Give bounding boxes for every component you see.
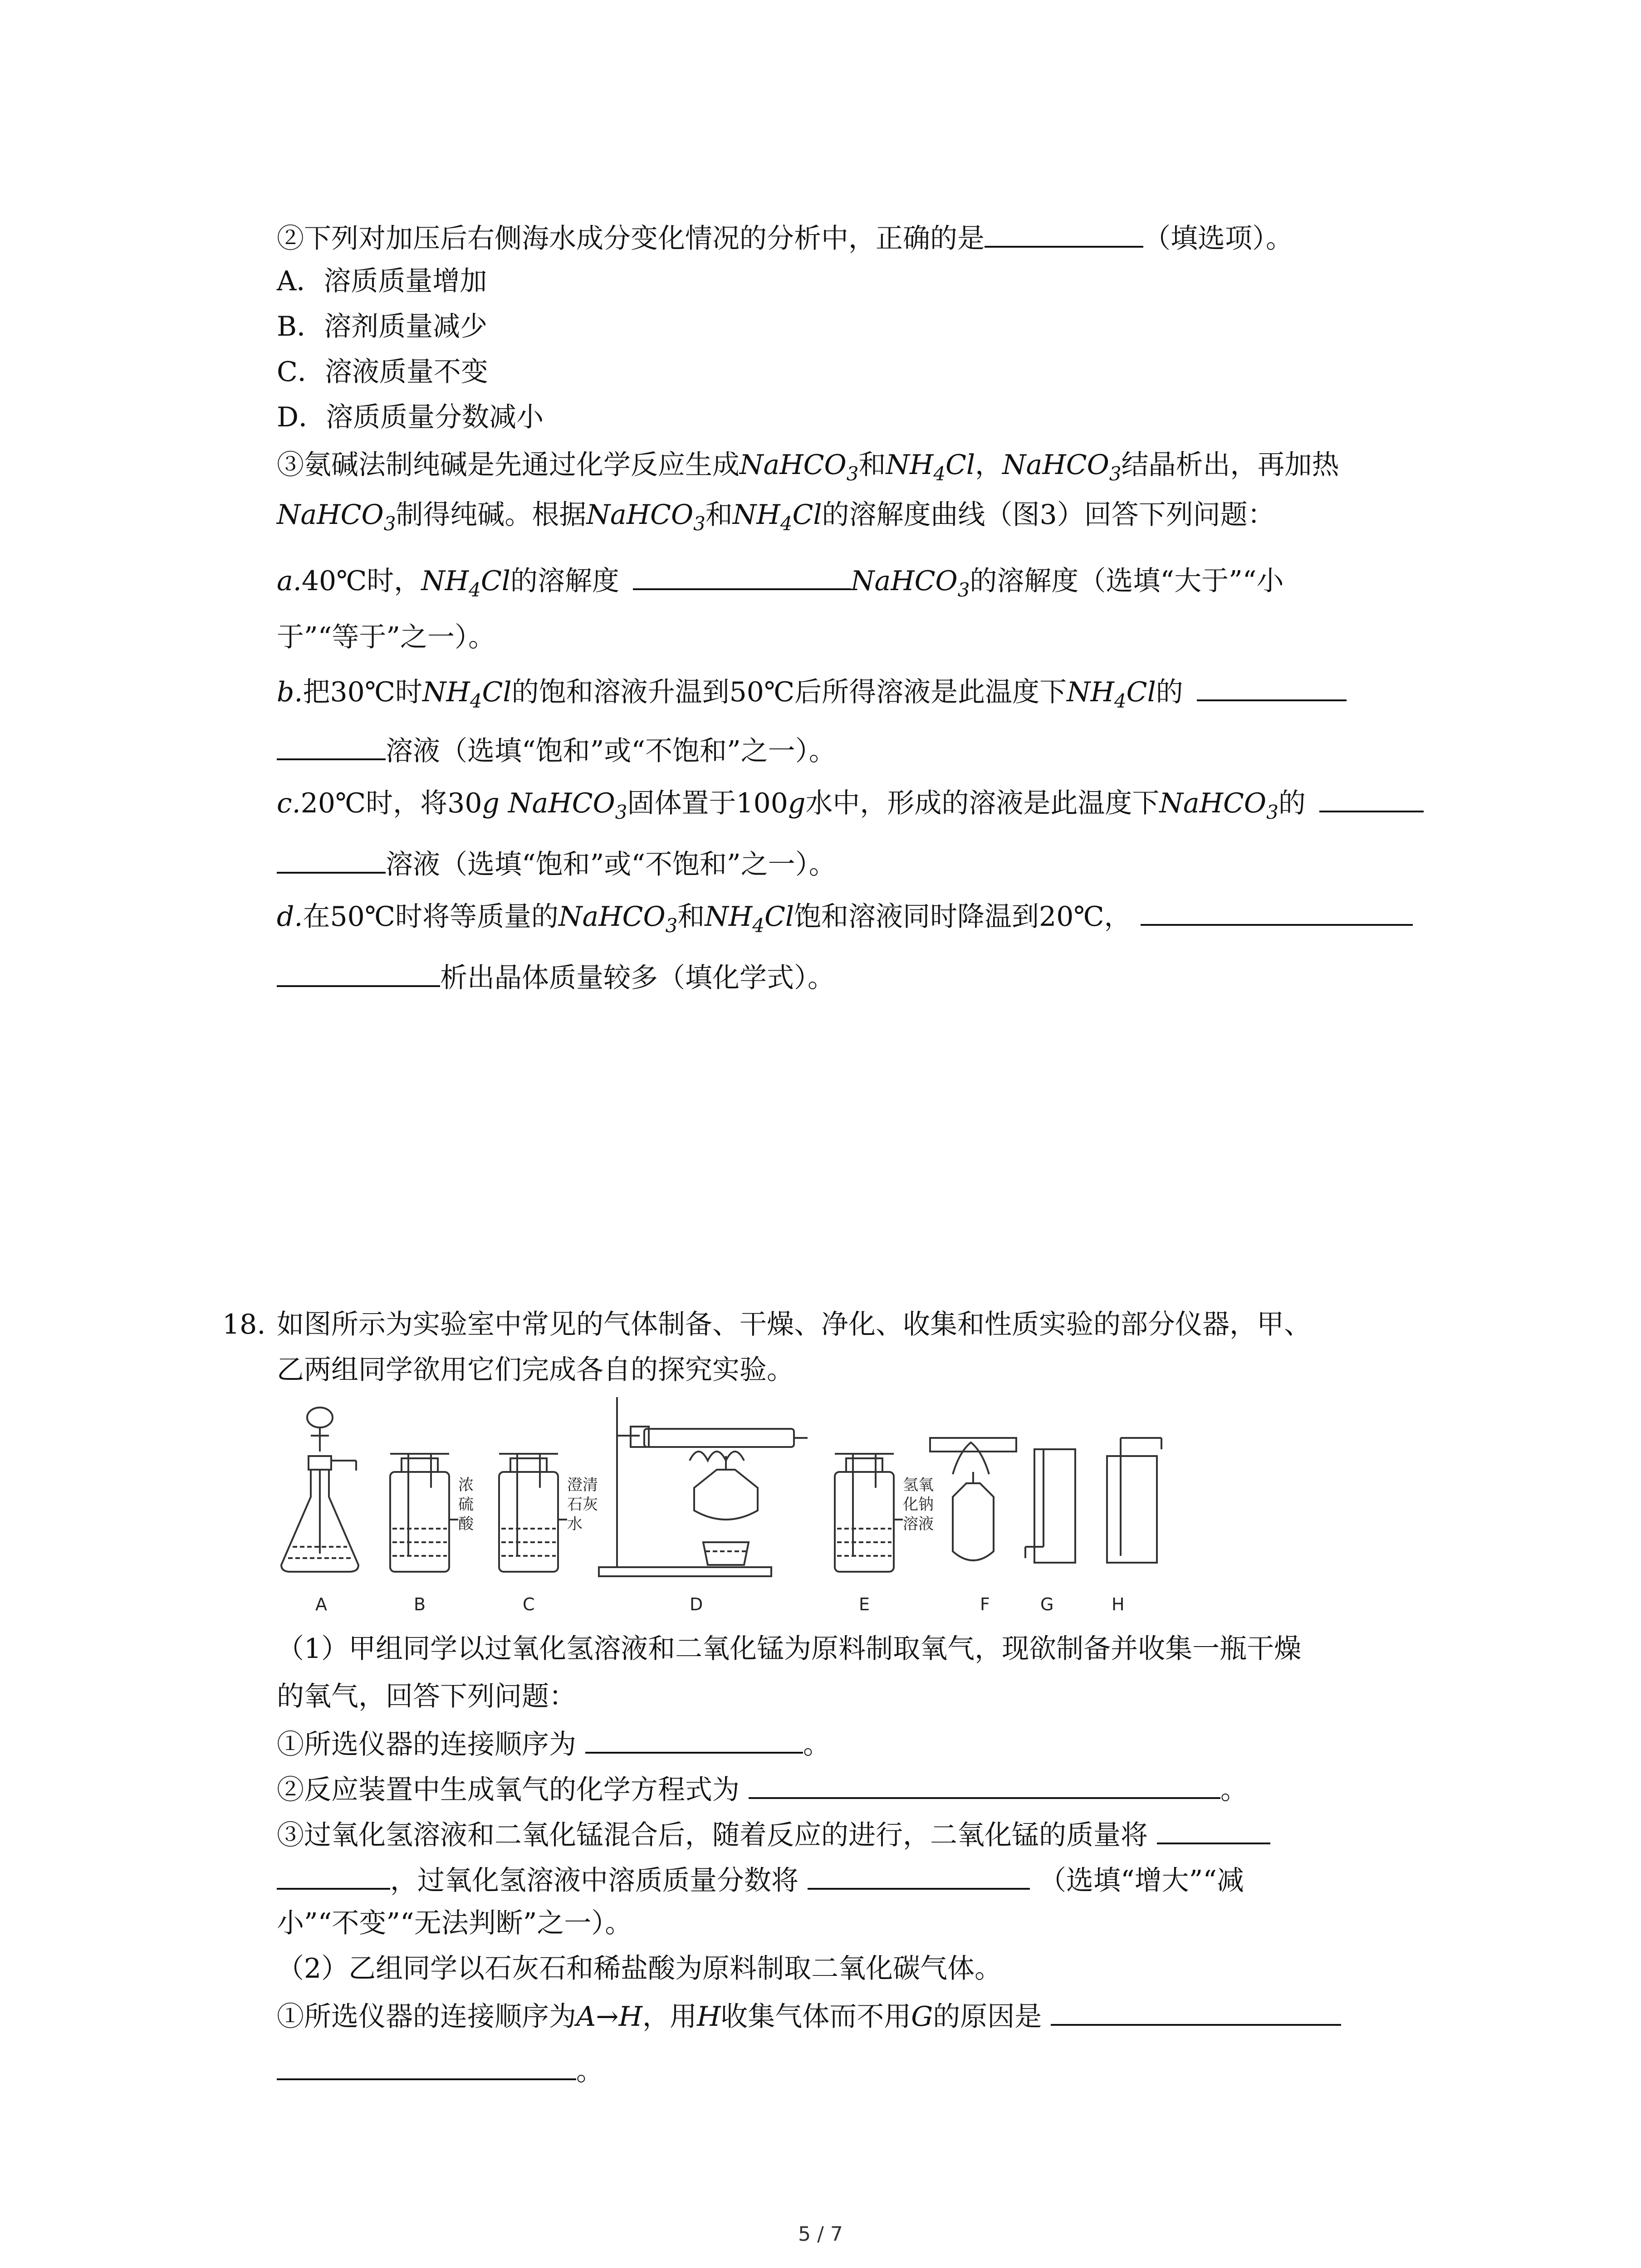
unit-g: g bbox=[788, 787, 806, 819]
answer-blank-qb-1[interactable] bbox=[1197, 671, 1347, 701]
answer-blank-qb-2[interactable] bbox=[277, 730, 386, 760]
q18-part1-line-1: （1）甲组同学以过氧化氢溶液和二氧化锰为原料制取氧气，现欲制备并收集一瓶干燥 bbox=[277, 1633, 1302, 1665]
q18-p1-q3-line-2 bbox=[277, 1860, 1244, 1899]
label-c: C bbox=[523, 1594, 535, 1614]
formula-nahco3: NaHCO$_3$ bbox=[558, 901, 678, 937]
q18-p1-q2 bbox=[277, 1769, 1248, 1808]
qc-text-3: 水中，形成的溶液是此温度下 bbox=[805, 787, 1160, 819]
formula-nahco3: NaHCO$_3$ bbox=[1002, 449, 1122, 485]
label-f: F bbox=[980, 1594, 990, 1614]
answer-blank-qd-2[interactable] bbox=[277, 957, 440, 987]
qa-text-3: 的溶解度（选填“大于”“小 bbox=[970, 565, 1284, 597]
qd-text-3: 析出晶体质量较多（填化学式）。 bbox=[440, 962, 835, 994]
q18-p2-q1-line-1 bbox=[277, 1996, 1341, 2035]
label-e: E bbox=[859, 1594, 870, 1614]
q3-text-2: 结晶析出，再加热 bbox=[1121, 449, 1339, 481]
q3-text-3: 制得纯碱。根据 bbox=[396, 499, 587, 531]
p2-q1-end: 。 bbox=[576, 2055, 603, 2087]
label-d: D bbox=[690, 1594, 703, 1614]
qb-text-4: 溶液（选填“饱和”或“不饱和”之一）。 bbox=[386, 735, 836, 767]
reagent-c-3: 水 bbox=[567, 1515, 583, 1533]
qa-label: a. bbox=[277, 565, 302, 597]
formula-nahco3: NaHCO$_3$ bbox=[850, 565, 970, 601]
qb-text-3: 的 bbox=[1156, 676, 1183, 708]
label-h: H bbox=[1112, 1594, 1125, 1614]
p1-q1-end: 。 bbox=[803, 1729, 830, 1760]
apparatus-diagram bbox=[272, 1393, 1180, 1628]
formula-nh4cl: $NH_4Cl$ bbox=[705, 901, 794, 937]
q3-text-4: 的溶解度曲线（图3）回答下列问题： bbox=[822, 499, 1275, 531]
letter-h: H bbox=[618, 2001, 642, 2033]
option-c: C．溶液质量不变 bbox=[277, 356, 488, 388]
qd-text-2: 饱和溶液同时降温到20℃， bbox=[794, 901, 1132, 933]
p2-q1-text-2: ，用 bbox=[642, 2001, 697, 2033]
answer-blank-mno2-2[interactable] bbox=[277, 1860, 390, 1890]
p1-q3-text-3: （选填“增大”“减 bbox=[1039, 1865, 1244, 1897]
q18-p1-q3-line-3: 小”“不变”“无法判断”之一）。 bbox=[277, 1907, 632, 1939]
p1-q2-end: 。 bbox=[1220, 1774, 1248, 1806]
qd-and: 和 bbox=[677, 901, 705, 933]
answer-blank-mno2-1[interactable] bbox=[1157, 1814, 1270, 1844]
q3-and: 和 bbox=[858, 449, 886, 481]
label-b: B bbox=[414, 1594, 426, 1614]
q18-intro-1: 如图所示为实验室中常见的气体制备、干燥、净化、收集和性质实验的部分仪器，甲、 bbox=[277, 1309, 1311, 1340]
qd-line-2 bbox=[277, 957, 835, 996]
p1-q3-text-1: ③过氧化氢溶液和二氧化锰混合后，随着反应的进行，二氧化锰的质量将 bbox=[277, 1819, 1148, 1851]
p1-q1-text: ①所选仪器的连接顺序为 bbox=[277, 1729, 576, 1760]
reagent-b-3: 酸 bbox=[458, 1515, 474, 1533]
qb-label: b. bbox=[277, 676, 303, 708]
q18-intro-2: 乙两组同学欲用它们完成各自的探究实验。 bbox=[277, 1354, 794, 1386]
letter-h: H bbox=[696, 2001, 721, 2033]
p1-q3-text-2: ，过氧化氢溶液中溶质质量分数将 bbox=[390, 1865, 798, 1897]
q2-text: ②下列对加压后右侧海水成分变化情况的分析中，正确的是 bbox=[277, 223, 985, 254]
option-a: A．溶质质量增加 bbox=[277, 265, 487, 297]
qa-text-1: 40℃时， bbox=[301, 565, 421, 597]
qd-text-1: 在50℃时将等质量的 bbox=[303, 901, 558, 933]
apparatus-e bbox=[835, 1454, 903, 1572]
qb-text-2: 的饱和溶液升温到50℃后所得溶液是此温度下 bbox=[511, 676, 1067, 708]
label-g: G bbox=[1040, 1594, 1054, 1614]
answer-blank-h2o2[interactable] bbox=[808, 1860, 1030, 1890]
reagent-c-1: 澄清 bbox=[567, 1476, 598, 1494]
q18-p1-q3-line-1 bbox=[277, 1814, 1270, 1853]
q2-tail: （填选项）。 bbox=[1143, 223, 1293, 254]
label-a: A bbox=[315, 1594, 327, 1614]
formula-nahco3: NaHCO$_3$ bbox=[740, 449, 859, 485]
formula-nh4cl: $NH_4Cl$ bbox=[886, 449, 975, 485]
qb-line-2 bbox=[277, 730, 836, 769]
apparatus-g bbox=[1025, 1449, 1075, 1563]
answer-blank-reason-2[interactable] bbox=[277, 2050, 576, 2080]
q3-text-1: ③氨碱法制纯碱是先通过化学反应生成 bbox=[277, 449, 740, 481]
qc-label: c. bbox=[277, 787, 301, 819]
apparatus-f bbox=[930, 1438, 1016, 1560]
formula-nh4cl: $NH_4Cl$ bbox=[732, 499, 822, 535]
qa-text-2: 的溶解度 bbox=[510, 565, 619, 597]
page-number: 5 / 7 bbox=[798, 2223, 843, 2246]
formula-nahco3: NaHCO$_3$ bbox=[508, 787, 627, 823]
qc-line-2 bbox=[277, 844, 836, 883]
qd-label: d. bbox=[277, 901, 303, 933]
qa-line-2: 于”“等于”之一）。 bbox=[277, 621, 496, 653]
p2-q1-text-3: 收集气体而不用 bbox=[720, 2001, 911, 2033]
letter-g: G bbox=[911, 2001, 933, 2033]
reagent-e-2: 化钠 bbox=[903, 1496, 934, 1514]
qb-text-1: 把30℃时 bbox=[303, 676, 422, 708]
answer-blank-qd-1[interactable] bbox=[1141, 896, 1413, 926]
qa-line-1 bbox=[277, 560, 1283, 599]
reagent-e-1: 氢氧 bbox=[903, 1476, 934, 1494]
answer-blank-order[interactable] bbox=[585, 1724, 803, 1754]
answer-blank-q2[interactable] bbox=[985, 218, 1143, 248]
q2-line bbox=[277, 218, 1293, 257]
formula-nahco3: NaHCO$_3$ bbox=[1159, 787, 1279, 823]
answer-blank-qa[interactable] bbox=[633, 560, 851, 590]
q18-part1-line-2: 的氧气，回答下列问题： bbox=[277, 1681, 576, 1712]
letter-a: A bbox=[576, 2001, 596, 2033]
reagent-c-2: 石灰 bbox=[567, 1496, 598, 1514]
reagent-b-1: 浓 bbox=[458, 1476, 474, 1494]
answer-blank-reason-1[interactable] bbox=[1051, 1996, 1341, 2026]
reagent-e-3: 溶液 bbox=[903, 1515, 934, 1533]
q3-comma: ， bbox=[975, 449, 1003, 481]
question-number: 18. bbox=[222, 1309, 266, 1340]
q3-line-1 bbox=[277, 447, 1339, 483]
q3-and: 和 bbox=[705, 499, 733, 531]
apparatus-c bbox=[499, 1454, 567, 1572]
option-b: B．溶剂质量减少 bbox=[277, 311, 488, 342]
p2-q1-text-1: ①所选仪器的连接顺序为 bbox=[277, 2001, 576, 2033]
qc-text-1: 20℃时，将30 bbox=[300, 787, 482, 819]
formula-nahco3: NaHCO$_3$ bbox=[586, 499, 705, 535]
apparatus-b bbox=[390, 1454, 458, 1572]
qb-line-1 bbox=[277, 671, 1347, 710]
formula-nahco3: NaHCO$_3$ bbox=[277, 499, 396, 535]
reagent-b-2: 硫 bbox=[458, 1496, 474, 1514]
q3-line-2 bbox=[277, 497, 1275, 533]
p2-q1-text-4: 的原因是 bbox=[933, 2001, 1042, 2033]
answer-blank-qc-1[interactable] bbox=[1319, 782, 1424, 812]
apparatus-d bbox=[599, 1397, 808, 1576]
arrow-icon: → bbox=[596, 2001, 619, 2033]
qc-line-1 bbox=[277, 782, 1424, 821]
q18-p2-q1-line-2 bbox=[277, 2050, 603, 2089]
formula-nh4cl: $NH_4Cl$ bbox=[1067, 676, 1156, 712]
formula-nh4cl: $NH_4Cl$ bbox=[421, 565, 510, 601]
q18-part2-line-1: （2）乙组同学以石灰石和稀盐酸为原料制取二氧化碳气体。 bbox=[277, 1953, 1002, 1984]
answer-blank-equation[interactable] bbox=[749, 1769, 1220, 1799]
q18-p1-q1 bbox=[277, 1724, 830, 1763]
qc-text-2: 固体置于100 bbox=[627, 787, 788, 819]
qc-text-5: 溶液（选填“饱和”或“不饱和”之一）。 bbox=[386, 849, 836, 880]
answer-blank-qc-2[interactable] bbox=[277, 844, 386, 874]
formula-nh4cl: $NH_4Cl$ bbox=[422, 676, 512, 712]
p1-q2-text: ②反应装置中生成氧气的化学方程式为 bbox=[277, 1774, 740, 1806]
qc-text-4: 的 bbox=[1278, 787, 1306, 819]
apparatus-h bbox=[1107, 1438, 1161, 1563]
option-d: D．溶质质量分数减小 bbox=[277, 401, 544, 433]
qd-line-1 bbox=[277, 896, 1413, 935]
apparatus-a bbox=[281, 1408, 358, 1572]
unit-g: g bbox=[482, 787, 500, 819]
